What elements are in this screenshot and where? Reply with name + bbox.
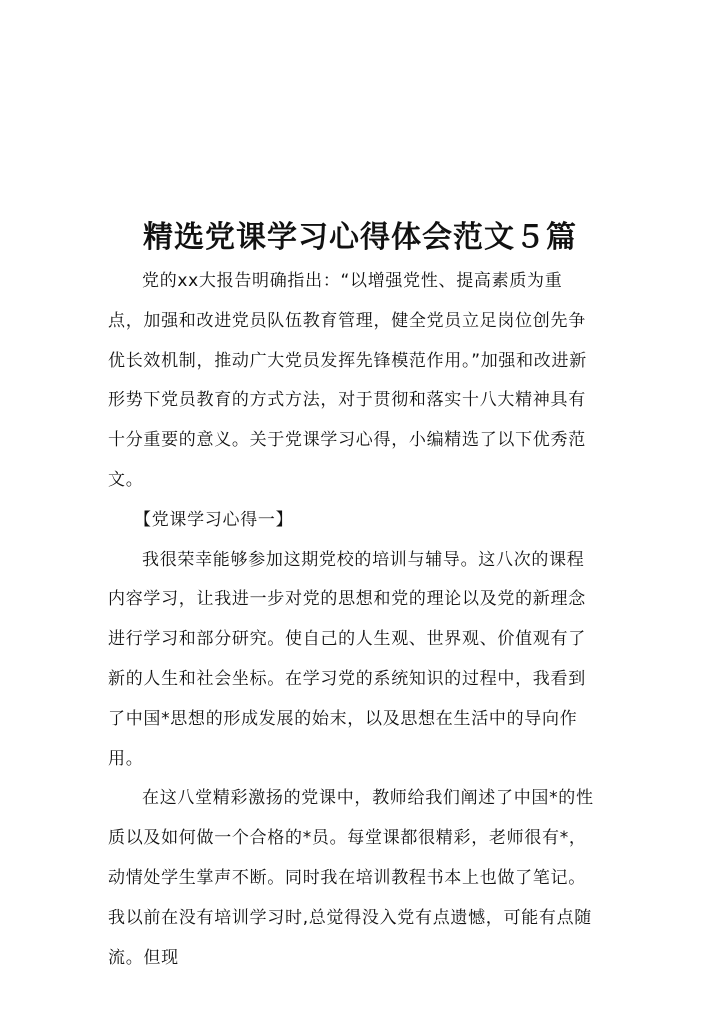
- body-paragraph-1: 我很荣幸能够参加这期党校的培训与辅导。这八次的课程内容学习，让我进一步对党的思想和党的理论以及党的新理念进行学习和部分研究。使自己的人生观、世界观、价值观有了新的人生和社会坐标。在学习党的系统知识的过程中，我看到了中国*思想的形成发展的始末，以及思想在生活中的导向作用。: [108, 549, 586, 769]
- document-body: [108, 262, 595, 978]
- intro-paragraph: 党的xx大报告明确指出：“以增强党性、提高素质为重点，加强和改进党员队伍教育管理，健全党员立足岗位创先争优长效机制，推动广大党员发挥先锋模范作用。”加强和改进新形势下党员教育的方式方法，对于贯彻和落实十八大精神具有十分重要的意义。关于党课学习心得，小编精选了以下优秀范文。: [108, 271, 587, 490]
- body-paragraph-2: 在这八堂精彩激扬的党课中，教师给我们阐述了中国*的性质以及如何做一个合格的*员。每堂课都很精彩，老师很有*，动情处学生掌声不断。同时我在培训教程书本上也做了笔记。我以前在没有培训学习时,总觉得没入党有点遗憾，可能有点随流。但现: [108, 788, 594, 968]
- section-heading: 【党课学习心得一】: [134, 509, 294, 530]
- document-title: 精选党课学习心得体会范文５篇: [143, 220, 577, 255]
